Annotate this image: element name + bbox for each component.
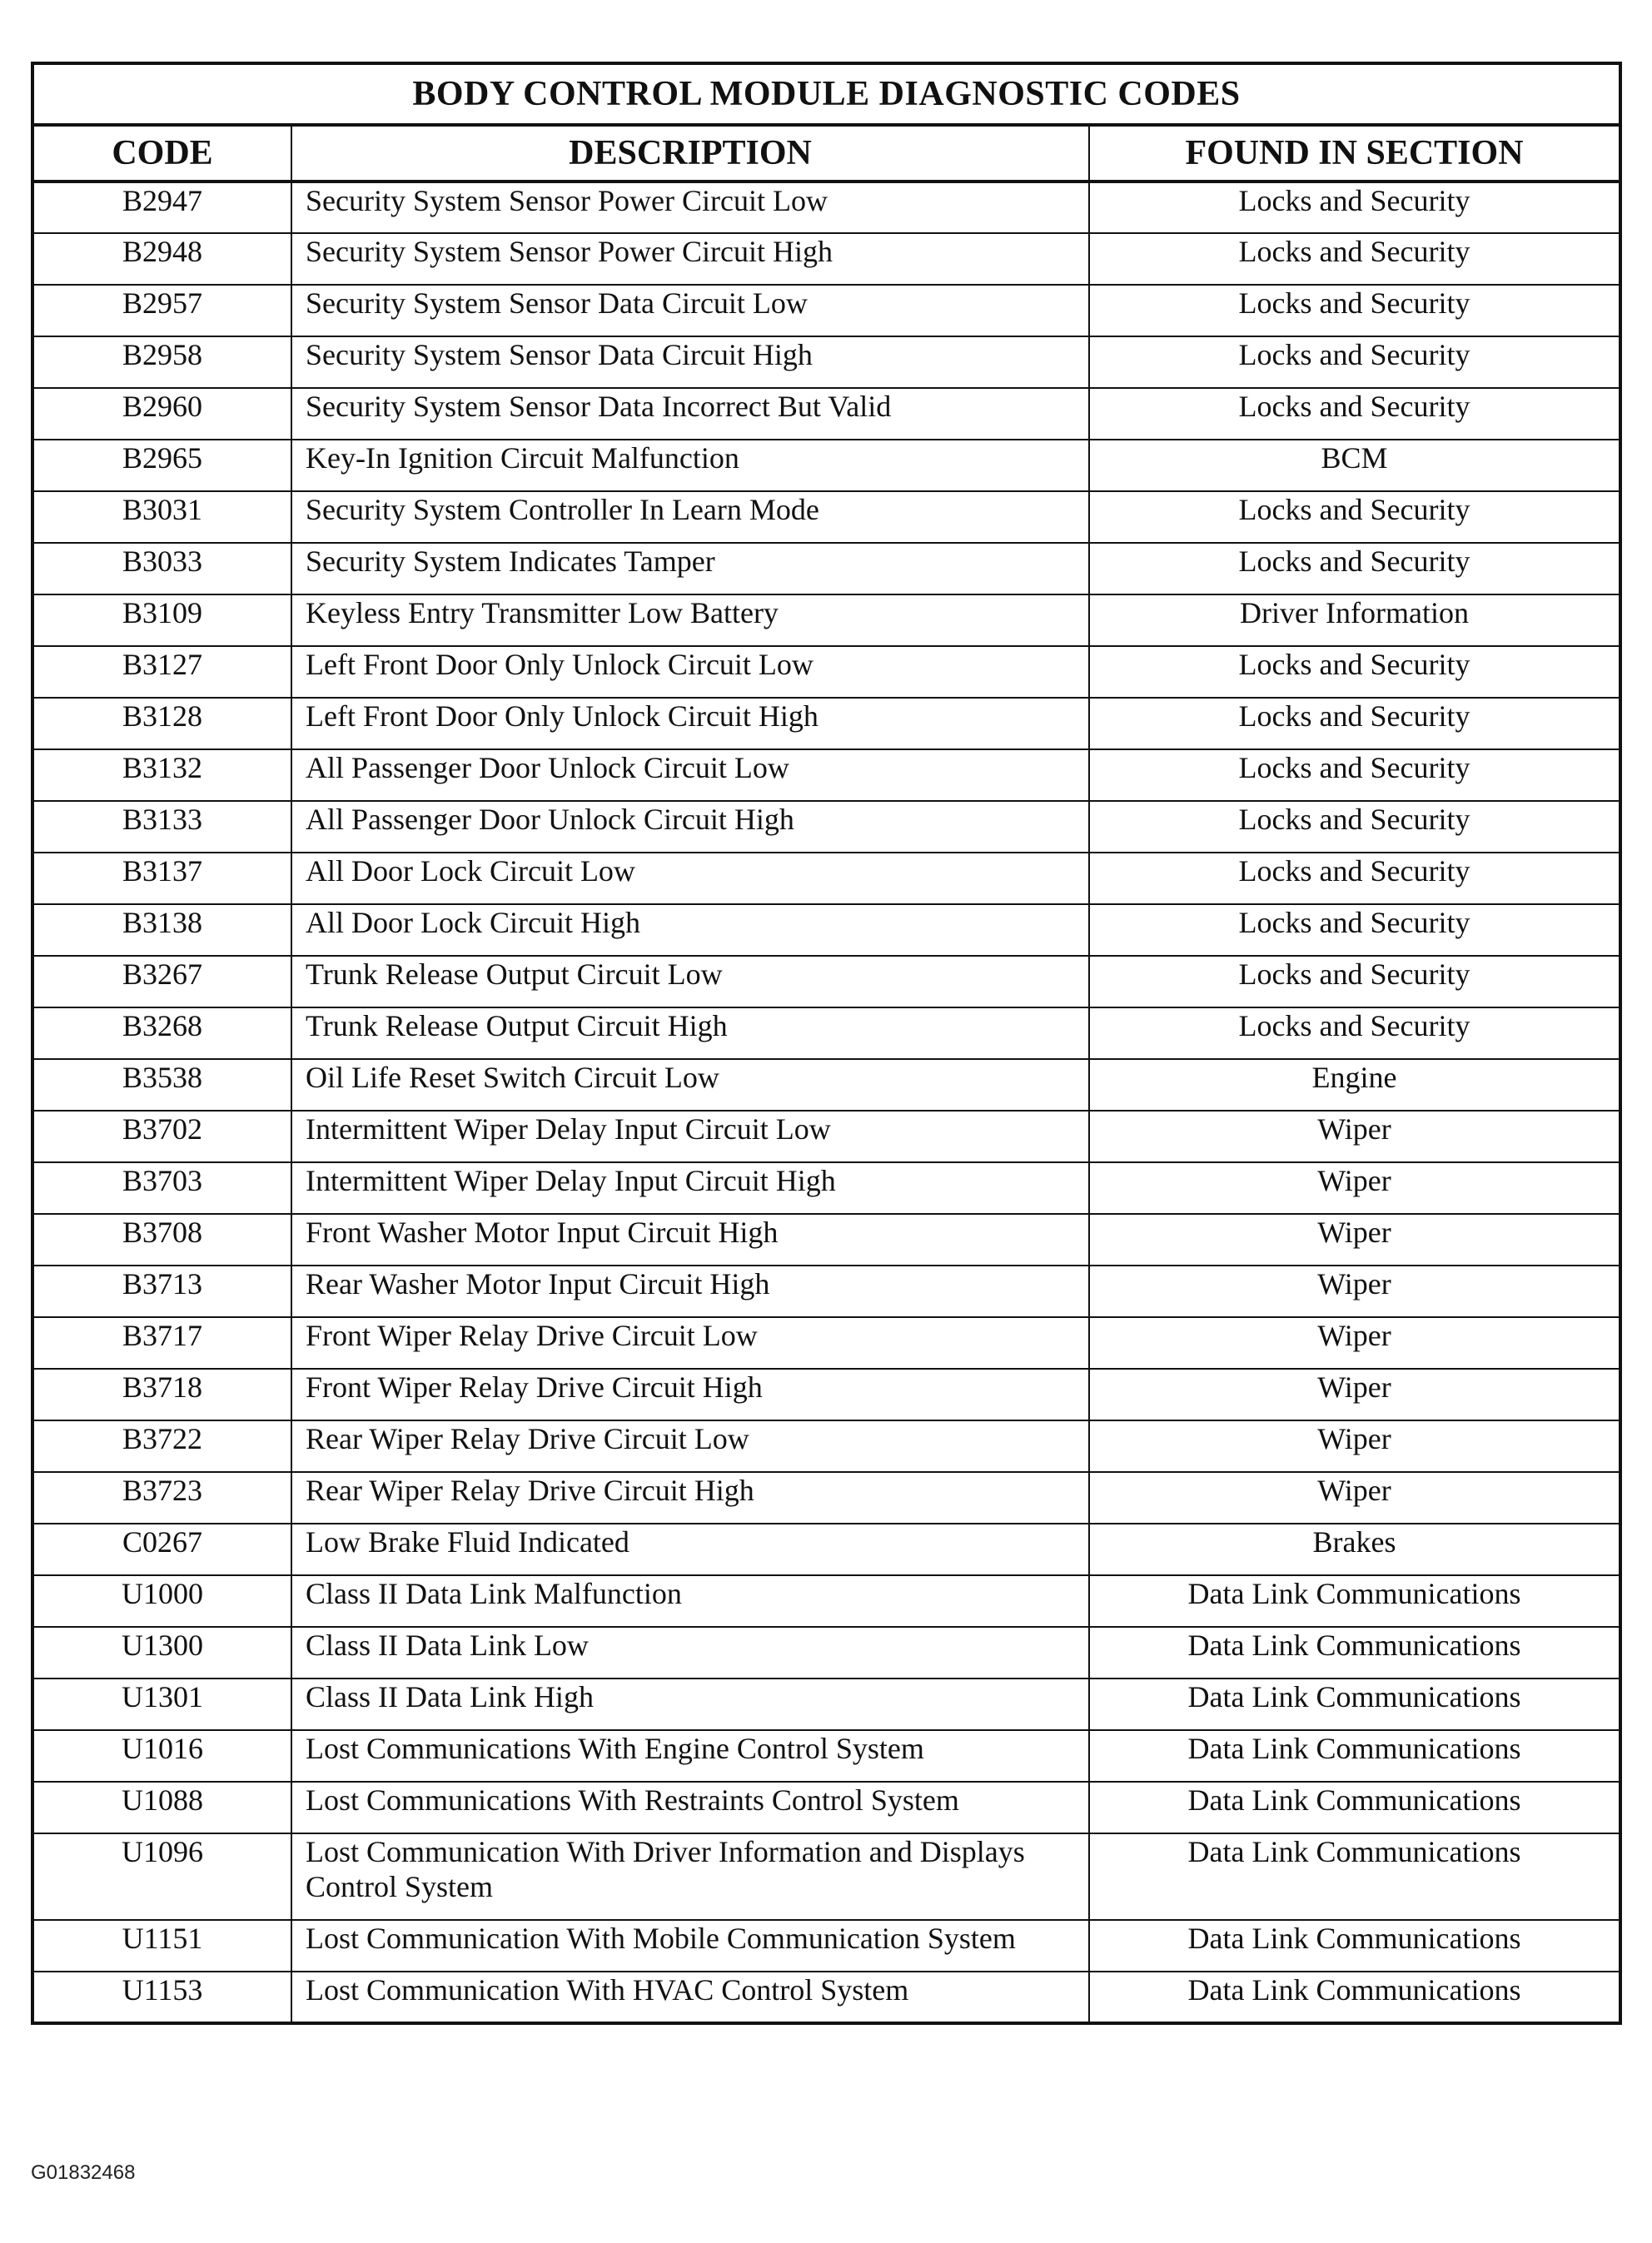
code-cell: B3717 (32, 1317, 291, 1369)
section-cell: Locks and Security (1089, 749, 1620, 801)
code-cell: B3723 (32, 1472, 291, 1524)
section-cell: Locks and Security (1089, 698, 1620, 749)
code-cell: B3033 (32, 543, 291, 594)
table-row (32, 1730, 1620, 1782)
description-cell: All Passenger Door Unlock Circuit Low (291, 749, 1089, 801)
code-cell: U1301 (32, 1679, 291, 1730)
code-cell: U1151 (32, 1920, 291, 1972)
table-row (32, 543, 1620, 594)
code-cell: B2965 (32, 440, 291, 491)
description-cell: Intermittent Wiper Delay Input Circuit Low (291, 1111, 1089, 1162)
code-cell: U1096 (32, 1833, 291, 1920)
section-cell: Locks and Security (1089, 956, 1620, 1007)
table-row (32, 1782, 1620, 1833)
code-cell: B3137 (32, 853, 291, 904)
description-cell: Security System Sensor Power Circuit Low (291, 182, 1089, 233)
description-cell: Class II Data Link Low (291, 1627, 1089, 1679)
figure-id: G01832468 (31, 2161, 136, 2184)
description-cell: Trunk Release Output Circuit High (291, 1007, 1089, 1059)
code-cell: U1088 (32, 1782, 291, 1833)
description-cell: Security System Controller In Learn Mode (291, 491, 1089, 543)
section-cell: Wiper (1089, 1420, 1620, 1472)
code-cell: B3132 (32, 749, 291, 801)
table-body (32, 182, 1620, 2023)
table-header-row (32, 125, 1620, 182)
description-cell: Keyless Entry Transmitter Low Battery (291, 594, 1089, 646)
table-row (32, 1833, 1620, 1920)
table-row (32, 749, 1620, 801)
table-title-row (32, 63, 1620, 125)
table-row (32, 1627, 1620, 1679)
section-cell: Data Link Communications (1089, 1920, 1620, 1972)
column-header-section: FOUND IN SECTION (1089, 125, 1620, 182)
description-cell: Rear Wiper Relay Drive Circuit High (291, 1472, 1089, 1524)
description-cell: Low Brake Fluid Indicated (291, 1524, 1089, 1575)
table-row (32, 388, 1620, 440)
section-cell: Locks and Security (1089, 182, 1620, 233)
section-cell: Data Link Communications (1089, 1833, 1620, 1920)
table-row (32, 1972, 1620, 2023)
section-cell: BCM (1089, 440, 1620, 491)
section-cell: Locks and Security (1089, 336, 1620, 388)
section-cell: Data Link Communications (1089, 1730, 1620, 1782)
section-cell: Locks and Security (1089, 233, 1620, 285)
table-row (32, 1266, 1620, 1317)
section-cell: Driver Information (1089, 594, 1620, 646)
code-cell: C0267 (32, 1524, 291, 1575)
table-row (32, 1524, 1620, 1575)
table-row (32, 1472, 1620, 1524)
description-cell: Rear Wiper Relay Drive Circuit Low (291, 1420, 1089, 1472)
description-cell: Left Front Door Only Unlock Circuit High (291, 698, 1089, 749)
code-cell: B3703 (32, 1162, 291, 1214)
section-cell: Wiper (1089, 1111, 1620, 1162)
table-row (32, 233, 1620, 285)
section-cell: Wiper (1089, 1369, 1620, 1420)
table-row (32, 285, 1620, 336)
code-cell: B2960 (32, 388, 291, 440)
section-cell: Data Link Communications (1089, 1972, 1620, 2023)
table-row (32, 1007, 1620, 1059)
section-cell: Locks and Security (1089, 904, 1620, 956)
description-cell: Lost Communications With Engine Control System (291, 1730, 1089, 1782)
section-cell: Locks and Security (1089, 285, 1620, 336)
section-cell: Locks and Security (1089, 801, 1620, 853)
description-cell: All Passenger Door Unlock Circuit High (291, 801, 1089, 853)
code-cell: U1300 (32, 1627, 291, 1679)
table-row (32, 1420, 1620, 1472)
diagnostic-codes-table (31, 62, 1622, 2025)
description-cell: Security System Sensor Data Incorrect But Valid (291, 388, 1089, 440)
code-cell: U1153 (32, 1972, 291, 2023)
table-row (32, 698, 1620, 749)
description-cell: Rear Washer Motor Input Circuit High (291, 1266, 1089, 1317)
table-row (32, 853, 1620, 904)
code-cell: B3138 (32, 904, 291, 956)
section-cell: Wiper (1089, 1162, 1620, 1214)
section-cell: Data Link Communications (1089, 1627, 1620, 1679)
description-cell: Lost Communication With Mobile Communication System (291, 1920, 1089, 1972)
description-cell: Oil Life Reset Switch Circuit Low (291, 1059, 1089, 1111)
code-cell: B3127 (32, 646, 291, 698)
table-row (32, 1111, 1620, 1162)
description-cell: All Door Lock Circuit High (291, 904, 1089, 956)
section-cell: Wiper (1089, 1214, 1620, 1266)
table-row (32, 904, 1620, 956)
code-cell: B3718 (32, 1369, 291, 1420)
column-header-code: CODE (32, 125, 291, 182)
description-cell: Security System Sensor Data Circuit High (291, 336, 1089, 388)
column-header-description: DESCRIPTION (291, 125, 1089, 182)
section-cell: Locks and Security (1089, 646, 1620, 698)
section-cell: Wiper (1089, 1472, 1620, 1524)
section-cell: Wiper (1089, 1266, 1620, 1317)
table-row (32, 336, 1620, 388)
code-cell: B3713 (32, 1266, 291, 1317)
description-cell: Security System Sensor Data Circuit Low (291, 285, 1089, 336)
description-cell: Lost Communication With HVAC Control System (291, 1972, 1089, 2023)
table-row (32, 1920, 1620, 1972)
table-title: BODY CONTROL MODULE DIAGNOSTIC CODES (32, 63, 1620, 125)
code-cell: B3128 (32, 698, 291, 749)
section-cell: Data Link Communications (1089, 1679, 1620, 1730)
description-cell: Lost Communications With Restraints Control System (291, 1782, 1089, 1833)
description-cell: All Door Lock Circuit Low (291, 853, 1089, 904)
table-row (32, 1369, 1620, 1420)
section-cell: Locks and Security (1089, 491, 1620, 543)
table-row (32, 1162, 1620, 1214)
description-cell: Security System Sensor Power Circuit High (291, 233, 1089, 285)
table-row (32, 956, 1620, 1007)
description-cell: Left Front Door Only Unlock Circuit Low (291, 646, 1089, 698)
table-row (32, 1575, 1620, 1627)
code-cell: B3031 (32, 491, 291, 543)
table-row (32, 1059, 1620, 1111)
description-cell: Class II Data Link Malfunction (291, 1575, 1089, 1627)
section-cell: Data Link Communications (1089, 1575, 1620, 1627)
description-cell: Front Washer Motor Input Circuit High (291, 1214, 1089, 1266)
section-cell: Data Link Communications (1089, 1782, 1620, 1833)
table-row (32, 1214, 1620, 1266)
code-cell: B3708 (32, 1214, 291, 1266)
description-cell: Front Wiper Relay Drive Circuit Low (291, 1317, 1089, 1369)
table-row (32, 801, 1620, 853)
section-cell: Engine (1089, 1059, 1620, 1111)
description-cell: Key-In Ignition Circuit Malfunction (291, 440, 1089, 491)
table-row (32, 182, 1620, 233)
section-cell: Locks and Security (1089, 853, 1620, 904)
code-cell: B3702 (32, 1111, 291, 1162)
code-cell: U1000 (32, 1575, 291, 1627)
code-cell: B3538 (32, 1059, 291, 1111)
section-cell: Locks and Security (1089, 543, 1620, 594)
description-cell: Class II Data Link High (291, 1679, 1089, 1730)
description-cell: Security System Indicates Tamper (291, 543, 1089, 594)
code-cell: B3133 (32, 801, 291, 853)
code-cell: B2947 (32, 182, 291, 233)
code-cell: U1016 (32, 1730, 291, 1782)
description-cell: Lost Communication With Driver Information and Displays Control System (291, 1833, 1089, 1920)
code-cell: B3267 (32, 956, 291, 1007)
table-row (32, 594, 1620, 646)
code-cell: B3722 (32, 1420, 291, 1472)
description-cell: Intermittent Wiper Delay Input Circuit High (291, 1162, 1089, 1214)
table-row (32, 491, 1620, 543)
code-cell: B2957 (32, 285, 291, 336)
description-cell: Front Wiper Relay Drive Circuit High (291, 1369, 1089, 1420)
section-cell: Locks and Security (1089, 1007, 1620, 1059)
table-row (32, 440, 1620, 491)
code-cell: B3268 (32, 1007, 291, 1059)
table-row (32, 1317, 1620, 1369)
code-cell: B3109 (32, 594, 291, 646)
section-cell: Locks and Security (1089, 388, 1620, 440)
code-cell: B2958 (32, 336, 291, 388)
table-row (32, 646, 1620, 698)
table-row (32, 1679, 1620, 1730)
section-cell: Brakes (1089, 1524, 1620, 1575)
code-cell: B2948 (32, 233, 291, 285)
section-cell: Wiper (1089, 1317, 1620, 1369)
description-cell: Trunk Release Output Circuit Low (291, 956, 1089, 1007)
